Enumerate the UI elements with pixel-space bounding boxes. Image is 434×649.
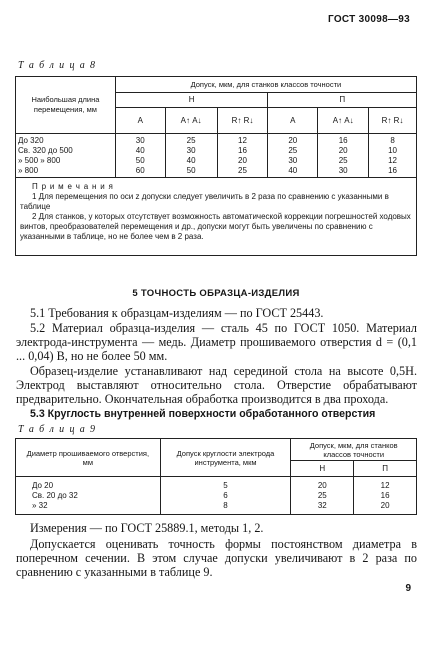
- table8-col: [268, 134, 318, 178]
- table-8: [15, 76, 417, 256]
- table9-col: [354, 477, 417, 515]
- document-header: ГОСТ 30098—93: [327, 14, 410, 25]
- table9-col: [160, 477, 291, 515]
- table9-class-h: Н: [291, 461, 354, 477]
- table8-cell: 20: [288, 135, 298, 145]
- table8-cell: 16: [238, 145, 247, 155]
- table8-cell: 10: [388, 145, 397, 155]
- table8-row-label: Св. 320 до 500: [18, 145, 73, 155]
- table9-cell: 25: [317, 490, 327, 500]
- table8-cell: 25: [288, 145, 298, 155]
- table8-subcol: А: [115, 108, 165, 134]
- table8-subcol: А: [268, 108, 318, 134]
- table9-row-labels: [16, 477, 161, 515]
- table9-cell: 5: [223, 480, 228, 490]
- table9-cell: 32: [317, 500, 327, 510]
- table8-row-label: До 320: [18, 135, 44, 145]
- table8-row-labels: [16, 134, 116, 178]
- table8-cell: 60: [135, 165, 145, 175]
- table9-row-label: Св. 20 до 32: [32, 490, 78, 500]
- table-9: [15, 438, 417, 515]
- table8-cell: 40: [288, 165, 298, 175]
- table9-header-tolerance: Допуск, мкм, для станков классов точности: [291, 439, 417, 461]
- table8-caption: Т а б л и ц а 8: [18, 60, 97, 71]
- table8-subcol: А↑ А↓: [318, 108, 369, 134]
- table8-subcol: R↑ R↓: [217, 108, 268, 134]
- table8-cell: 25: [338, 155, 348, 165]
- table8-stub-header: Наибольшая длина перемещения, мм: [16, 77, 116, 134]
- table8-row-label: » 800: [18, 165, 39, 175]
- table8-cell: 12: [388, 155, 397, 165]
- table9-header-diameter: Диаметр прошиваемого отверстия, мм: [16, 439, 161, 477]
- note-1: 1 Для перемещения по оси z допуски следует увеличить в 2 раза по сравнению с указанными в таблице: [20, 192, 389, 211]
- table8-cell: 12: [238, 135, 247, 145]
- table8-cell: 8: [390, 135, 395, 145]
- table8-cell: 40: [186, 155, 196, 165]
- table8-cell: 30: [186, 145, 196, 155]
- table8-subcol: А↑ А↓: [165, 108, 217, 134]
- table8-col: [369, 134, 417, 178]
- table8-cell: 30: [135, 135, 145, 145]
- table8-col: [318, 134, 369, 178]
- table9-header-electrode: Допуск круглости электрода инструмента, мкм: [160, 439, 291, 477]
- table8-cell: 20: [338, 145, 348, 155]
- table8-cell: 20: [238, 155, 247, 165]
- section-5-title: 5 ТОЧНОСТЬ ОБРАЗЦА-ИЗДЕЛИЯ: [132, 288, 300, 299]
- table8-col: [165, 134, 217, 178]
- table8-cell: 40: [135, 145, 145, 155]
- note-2: 2 Для станков, у которых отсутствует возможность автоматической коррекции погрешностей ходовых винтов, преобразователей перемещения и др., допуски могут быть увеличены по сравнению с указанными в таблице, но не более чем в 2 раза.: [20, 212, 411, 241]
- table9-row-label: » 32: [32, 500, 48, 510]
- paragraph-5-2b: Образец-изделие устанавливают над серединой стола на высоте 0,5H. Электрод выставляют относительно стола. Отверстие обрабатывают предварительно. Окончательная обработка производится в два прохода.: [16, 364, 417, 406]
- table8-col: [115, 134, 165, 178]
- paragraph-5-3: 5.3 Круглость внутренней поверхности обработанного отверстия: [30, 408, 376, 420]
- page-number: 9: [405, 583, 411, 594]
- table8-cell: 25: [186, 135, 196, 145]
- paragraph-measurements: Измерения — по ГОСТ 25889.1, методы 1, 2.: [30, 521, 264, 535]
- table9-col: [291, 477, 354, 515]
- table9-cell: 6: [223, 490, 228, 500]
- table8-cell: 30: [338, 165, 348, 175]
- table9-caption: Т а б л и ц а 9: [18, 424, 97, 435]
- table8-cell: 30: [288, 155, 298, 165]
- table9-cell: 8: [223, 500, 228, 510]
- table8-cell: 16: [338, 135, 348, 145]
- table8-class-h: Н: [115, 93, 268, 108]
- table8-subcol: R↑ R↓: [369, 108, 417, 134]
- table9-cell: 12: [380, 480, 390, 490]
- table8-cell: 50: [186, 165, 196, 175]
- paragraph-permitted: Допускается оценивать точность формы постоянством диаметра в поперечном сечении. В этом случае допуски увеличивают в 2 раза по сравнению с указанными в таблице 9.: [16, 537, 417, 579]
- table9-class-p: П: [354, 461, 417, 477]
- table9-cell: 16: [380, 490, 390, 500]
- table8-col: [217, 134, 268, 178]
- table9-cell: 20: [380, 500, 390, 510]
- notes-title: П р и м е ч а н и я: [32, 182, 114, 191]
- table8-notes-cell: [16, 178, 417, 256]
- table8-cell: 16: [388, 165, 397, 175]
- table8-row-label: » 500 » 800: [18, 155, 61, 165]
- table9-row-label: До 20: [32, 480, 54, 490]
- table8-class-p: П: [268, 93, 417, 108]
- paragraph-5-1: 5.1 Требования к образцам-изделиям — по ГОСТ 25443.: [30, 306, 324, 320]
- table8-cell: 25: [238, 165, 247, 175]
- table8-cell: 50: [135, 155, 145, 165]
- table8-span-header: Допуск, мкм, для станков классов точности: [115, 77, 416, 93]
- table9-cell: 20: [317, 480, 327, 490]
- paragraph-5-2: 5.2 Материал образца-изделия — сталь 45 по ГОСТ 1050. Материал электрода-инструмента — медь. Диаметр прошиваемого отверстия d = (0,1 ... 0,04) B, но не более 50 мм.: [16, 321, 417, 363]
